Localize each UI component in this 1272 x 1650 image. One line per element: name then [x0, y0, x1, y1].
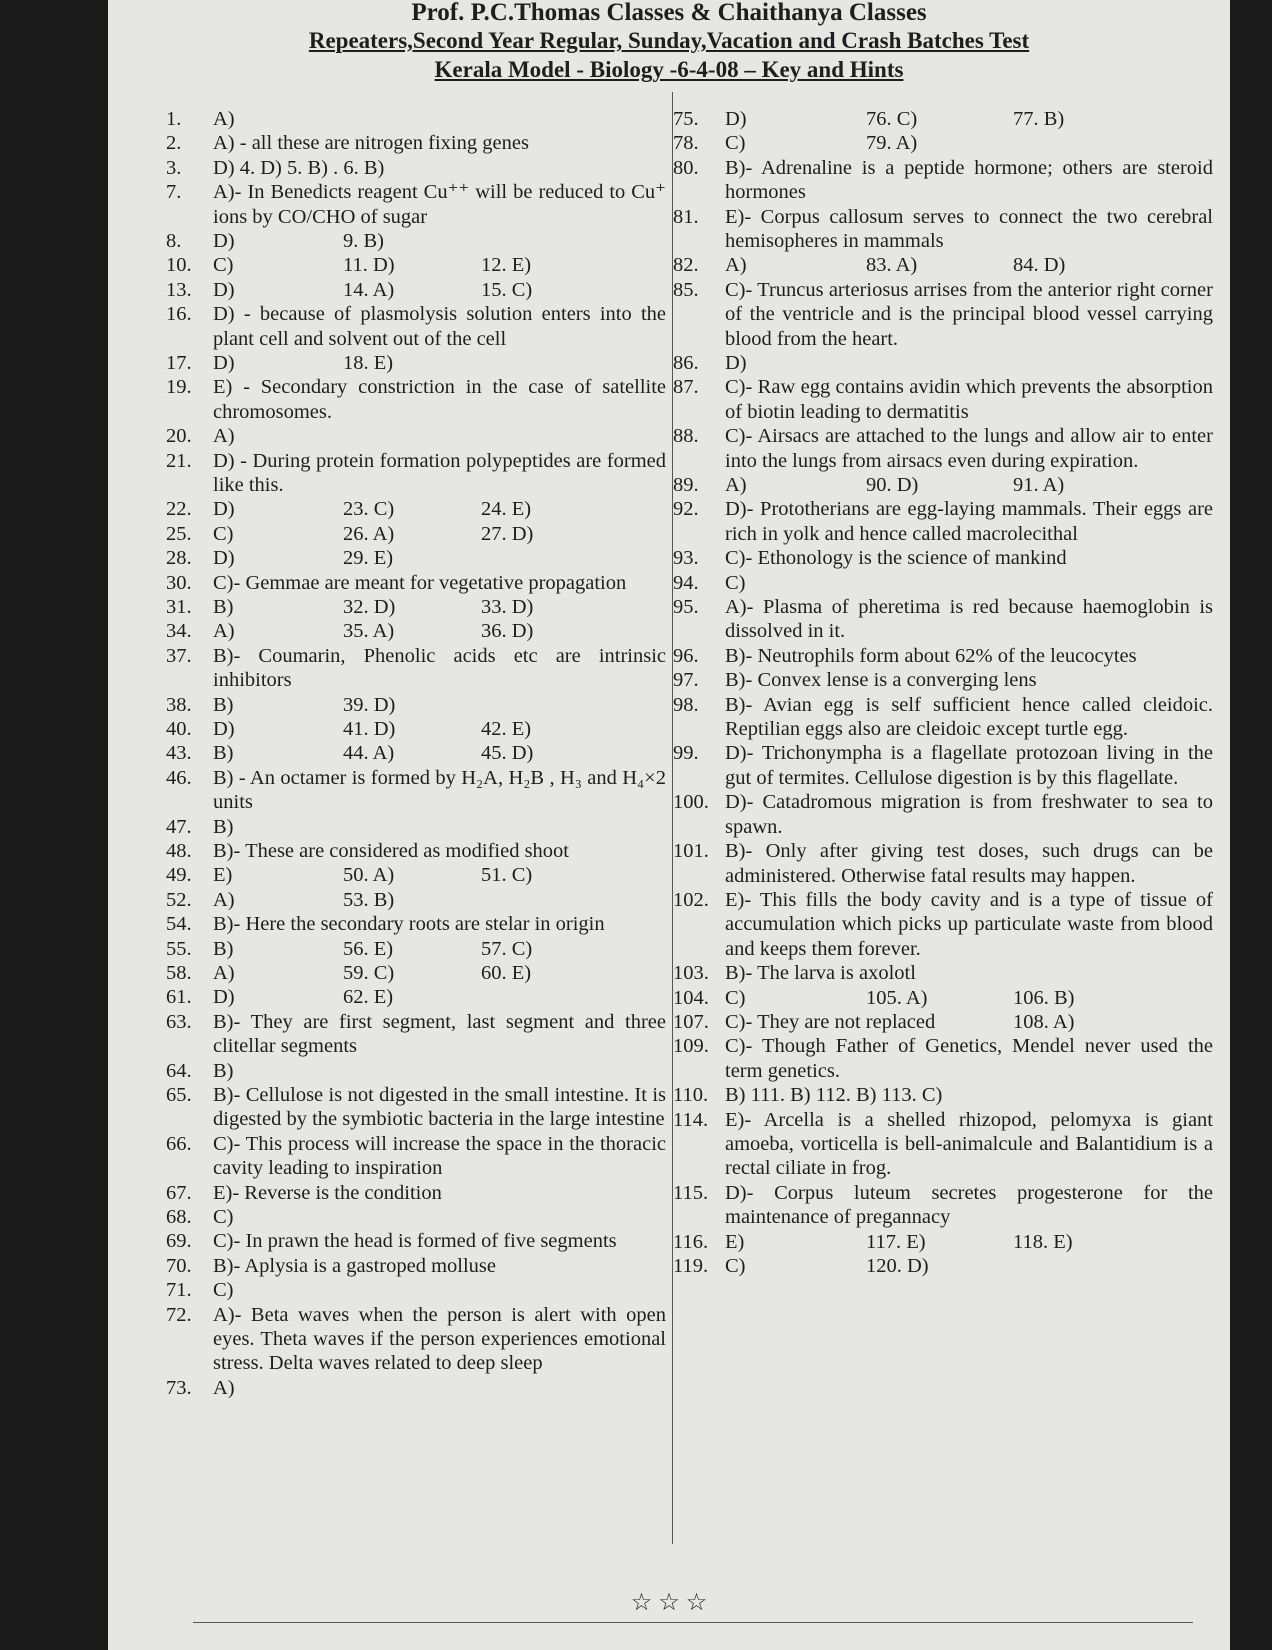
answer-row [166, 985, 666, 1009]
question-number: 94. [673, 571, 699, 594]
answer-row [673, 253, 1213, 277]
answer-choice: 120. D) [866, 1254, 929, 1277]
answer-hint: B)- Only after giving test doses, such drugs can be administered. Otherwise fatal results may happen. [725, 840, 1213, 887]
answer-hint: A)- In Benedicts reagent Cu⁺⁺ will be reduced to Cu⁺ ions by CO/CHO of sugar [213, 181, 666, 228]
answer-row [166, 1059, 666, 1083]
answer-choice: 33. D) [481, 595, 534, 618]
left-column [166, 107, 666, 1400]
answer-choice: 50. A) [343, 864, 395, 887]
answer-row [673, 1083, 1213, 1107]
question-number: 96. [673, 644, 699, 667]
answer-row [673, 156, 1213, 205]
answer-choice: A) [213, 425, 235, 448]
question-number: 107. [673, 1010, 709, 1033]
answer-row [166, 1229, 666, 1253]
answer-hint: C)- In prawn the head is formed of five segments [213, 1230, 617, 1253]
answer-choice: 77. B) [1013, 108, 1065, 130]
answer-choice: 60. E) [481, 961, 532, 984]
question-number: 114. [673, 1108, 709, 1131]
answer-hint: D)- Trichonympha is a flagellate protozoan living in the gut of termites. Cellulose digestion is by this flagellate. [725, 742, 1213, 789]
question-number: 99. [673, 742, 699, 765]
answer-choice: D) [213, 986, 235, 1009]
answer-row [673, 278, 1213, 351]
question-number: 7. [166, 181, 182, 204]
question-number: 103. [673, 962, 709, 985]
question-number: 81. [673, 205, 699, 228]
page-header [108, 0, 1230, 84]
answer-choice: 36. D) [481, 620, 534, 643]
question-number: 49. [166, 864, 192, 887]
answer-hint: A)- Plasma of pheretima is red because haemoglobin is dissolved in it. [725, 596, 1213, 643]
answer-row [673, 351, 1213, 375]
answer-row [673, 839, 1213, 888]
answer-row [166, 1303, 666, 1376]
answer-choice: 14. A) [343, 278, 395, 301]
answer-row [166, 693, 666, 717]
answer-choice: 15. C) [481, 278, 533, 301]
answer-choice: A) [213, 1376, 235, 1399]
question-number: 119. [673, 1254, 709, 1277]
question-number: 21. [166, 449, 192, 472]
end-stars: ☆ ☆ ☆ [630, 1590, 708, 1616]
answer-choice: A) [213, 961, 235, 984]
answer-row [166, 912, 666, 936]
question-number: 2. [166, 132, 182, 155]
answer-row [166, 449, 666, 498]
answer-row [673, 1230, 1213, 1254]
answer-choice: C) [725, 132, 746, 155]
question-number: 47. [166, 815, 192, 838]
answer-row [166, 961, 666, 985]
answer-choice: B) [213, 815, 234, 838]
answer-row [673, 961, 1213, 985]
question-number: 89. [673, 474, 699, 497]
answer-row [166, 741, 666, 765]
question-number: 65. [166, 1083, 192, 1106]
answer-row [673, 473, 1213, 497]
question-number: 95. [673, 596, 699, 619]
answer-row [166, 863, 666, 887]
answer-hint: A)- Beta waves when the person is alert with open eyes. Theta waves if the person experiences emotional stress. Delta waves related to deep sleep [213, 1303, 666, 1375]
question-number: 75. [673, 108, 699, 130]
answer-choice: 32. D) [343, 595, 396, 618]
question-number: 28. [166, 547, 192, 570]
answer-row [166, 839, 666, 863]
answer-row [166, 1132, 666, 1181]
answer-choice: 29. E) [343, 547, 394, 570]
answer-choice: 26. A) [343, 522, 395, 545]
page-title: Prof. P.C.Thomas Classes & Chaithanya Classes [411, 0, 927, 26]
answer-choice: 35. A) [343, 620, 395, 643]
answer-choice: 18. E) [343, 351, 394, 374]
question-number: 30. [166, 571, 192, 594]
answer-hint: D) - During protein formation polypeptides are formed like this. [213, 449, 666, 496]
answer-choice: 41. D) [343, 717, 396, 740]
answer-choice: A) [725, 474, 747, 497]
answer-hint: E) - Secondary constriction in the case of satellite chromosomes. [213, 376, 666, 423]
answer-row [166, 644, 666, 693]
answer-hint: B)- Cellulose is not digested in the small intestine. It is digested by the symbiotic bacteria in the large intestine [213, 1083, 666, 1131]
question-number: 66. [166, 1132, 192, 1155]
question-number: 58. [166, 961, 192, 984]
answer-row [673, 131, 1213, 155]
question-number: 98. [673, 693, 699, 716]
answer-choice: B) 111. B) 112. B) 113. C) [725, 1084, 943, 1107]
answer-row [673, 888, 1213, 961]
question-number: 38. [166, 693, 192, 716]
question-number: 109. [673, 1035, 709, 1058]
answer-row [673, 497, 1213, 546]
question-number: 100. [673, 791, 709, 814]
answer-hint: E)- Arcella is a shelled rhizopod, pelomyxa is giant amoeba, vorticella is bell-animalcule and Balantidium is a rectal ciliate in frog. [725, 1108, 1213, 1180]
answer-row [673, 668, 1213, 692]
answer-choice: 27. D) [481, 522, 534, 545]
answer-row [166, 1254, 666, 1278]
question-number: 10. [166, 254, 192, 277]
question-number: 80. [673, 156, 699, 179]
answer-row [166, 253, 666, 277]
answer-choice: C) [213, 1205, 234, 1228]
question-number: 73. [166, 1376, 192, 1399]
answer-hint: D) - because of plasmolysis solution enters into the plant cell and solvent out of the cell [213, 303, 666, 350]
question-number: 61. [166, 986, 192, 1009]
answer-choice: D) [213, 230, 235, 252]
answer-choice: D) [213, 498, 235, 521]
question-number: 67. [166, 1181, 192, 1204]
answer-hint: B) - An octamer is formed by H₂A, H₂B , H₃ and H₄×2 units [213, 766, 666, 814]
answer-hint: D)- Prototherians are egg-laying mammals. Their eggs are rich in yolk and hence called macrolecithal [725, 498, 1213, 545]
answer-choice: C)- They are not replaced [725, 1010, 936, 1033]
question-number: 52. [166, 888, 192, 911]
answer-hint: B)- Neutrophils form about 62% of the leucocytes [725, 644, 1137, 667]
answer-row [673, 1108, 1213, 1181]
answer-choice: 76. C) [866, 108, 918, 130]
answer-row [673, 571, 1213, 595]
answer-hint: B)- These are considered as modified shoot [213, 839, 569, 862]
question-number: 102. [673, 888, 709, 911]
question-number: 88. [673, 425, 699, 448]
answer-choice: 106. B) [1013, 986, 1075, 1009]
question-number: 43. [166, 742, 192, 765]
answer-row [673, 1254, 1213, 1278]
question-number: 64. [166, 1059, 192, 1082]
answer-hint: C)- Though Father of Genetics, Mendel never used the term genetics. [725, 1035, 1213, 1082]
answer-choice: 53. B) [343, 888, 395, 911]
answer-hint: C)- Gemmae are meant for vegetative propagation [213, 571, 627, 594]
answer-row [673, 1010, 1213, 1034]
question-number: 115. [673, 1181, 709, 1204]
answer-choice: 42. E) [481, 717, 532, 740]
answer-row [673, 107, 1213, 131]
question-number: 72. [166, 1303, 192, 1326]
answer-choice: B) [213, 1059, 234, 1082]
batch-subtitle: Repeaters,Second Year Regular, Sunday,Vacation and Crash Batches Test [308, 28, 1030, 53]
question-number: 16. [166, 303, 192, 326]
question-number: 71. [166, 1279, 192, 1302]
answer-choice: E) [213, 864, 233, 887]
bottom-rule [193, 1622, 1193, 1623]
answer-row [166, 278, 666, 302]
answer-choice: C) [725, 986, 746, 1009]
answer-row [166, 1010, 666, 1059]
answer-choice: D) [213, 351, 235, 374]
answer-row [166, 1083, 666, 1132]
answer-row [166, 546, 666, 570]
question-number: 97. [673, 669, 699, 692]
answer-row [673, 205, 1213, 254]
answer-choice: 56. E) [343, 937, 394, 960]
answer-row [673, 424, 1213, 473]
question-number: 87. [673, 376, 699, 399]
question-number: 48. [166, 839, 192, 862]
answer-choice: D) [213, 278, 235, 301]
answer-row [673, 693, 1213, 742]
question-number: 19. [166, 376, 192, 399]
answer-row [166, 619, 666, 643]
answer-choice: C) [725, 571, 746, 594]
answer-choice: 39. D) [343, 693, 396, 716]
answer-row [673, 741, 1213, 790]
question-number: 25. [166, 522, 192, 545]
answer-row [166, 424, 666, 448]
answer-row [166, 351, 666, 375]
answer-choice: B) [213, 937, 234, 960]
answer-row [166, 1278, 666, 1302]
question-number: 13. [166, 278, 192, 301]
question-number: 63. [166, 1010, 192, 1033]
answer-row [166, 815, 666, 839]
answer-choice: D) [213, 717, 235, 740]
answer-choice: 44. A) [343, 742, 395, 765]
answer-row [166, 302, 666, 351]
answer-row [166, 1205, 666, 1229]
answer-choice: D) [725, 352, 747, 375]
answer-hint: D)- Catadromous migration is from freshwater to sea to spawn. [725, 791, 1213, 838]
answer-row [166, 229, 666, 253]
question-number: 31. [166, 595, 192, 618]
answer-hint: B)- The larva is axolotl [725, 962, 916, 985]
question-number: 116. [673, 1230, 709, 1253]
question-number: 17. [166, 351, 192, 374]
answer-choice: D) 4. D) 5. B) . 6. B) [213, 156, 385, 179]
right-column [673, 107, 1213, 1278]
answer-hint: C)- Raw egg contains avidin which prevents the absorption of biotin leading to dermatitis [725, 376, 1213, 423]
question-number: 70. [166, 1254, 192, 1277]
answer-choice: 12. E) [481, 254, 532, 277]
answer-hint: E)- Reverse is the condition [213, 1181, 442, 1204]
answer-row [166, 375, 666, 424]
answer-choice: B) [213, 742, 234, 765]
answer-choice: 45. D) [481, 742, 534, 765]
question-number: 40. [166, 717, 192, 740]
answer-row [673, 1034, 1213, 1083]
answer-choice: E) [725, 1230, 745, 1253]
question-number: 69. [166, 1230, 192, 1253]
answer-choice: A) [213, 620, 235, 643]
answer-row [673, 595, 1213, 644]
question-number: 54. [166, 913, 192, 936]
question-number: 20. [166, 425, 192, 448]
question-number: 46. [166, 766, 192, 789]
answer-row [166, 1181, 666, 1205]
answer-choice: 84. D) [1013, 254, 1066, 277]
answer-row [166, 1376, 666, 1400]
question-number: 1. [166, 108, 182, 130]
answer-choice: 118. E) [1013, 1230, 1073, 1253]
answer-choice: A) [725, 254, 747, 277]
answer-choice: A) [213, 108, 235, 130]
answer-row [166, 522, 666, 546]
answer-choice: B) [213, 595, 234, 618]
answer-hint: C)- Airsacs are attached to the lungs and allow air to enter into the lungs from airsacs even during expiration. [725, 425, 1213, 472]
question-number: 8. [166, 230, 182, 252]
answer-row [166, 107, 666, 131]
answer-choice: 62. E) [343, 986, 394, 1009]
answer-choice: C) [725, 1254, 746, 1277]
question-number: 34. [166, 620, 192, 643]
answer-choice: C) [213, 254, 234, 277]
answer-row [166, 717, 666, 741]
answer-choice: D) [725, 108, 747, 130]
answer-row [166, 180, 666, 229]
answer-hint: B)- They are first segment, last segment and three clitellar segments [213, 1010, 666, 1058]
answer-choice: D) [213, 547, 235, 570]
answer-choice: 105. A) [866, 986, 928, 1009]
answer-row [673, 1181, 1213, 1230]
question-number: 68. [166, 1205, 192, 1228]
question-number: 55. [166, 937, 192, 960]
question-number: 110. [673, 1084, 709, 1107]
answer-row [673, 986, 1213, 1010]
question-number: 85. [673, 278, 699, 301]
answer-choice: 24. E) [481, 498, 532, 521]
question-number: 86. [673, 352, 699, 375]
answer-hint: B)- Convex lense is a converging lens [725, 669, 1037, 692]
answer-hint: E)- Corpus callosum serves to connect the two cerebral hemisopheres in mammals [725, 205, 1213, 252]
answer-key-page [108, 0, 1230, 1650]
answer-choice: 83. A) [866, 254, 918, 277]
answer-row [166, 766, 666, 815]
answer-row [166, 156, 666, 180]
question-number: 3. [166, 156, 182, 179]
answer-hint: C)- Truncus arteriosus arrises from the anterior right corner of the ventricle and is the principal blood vessel carrying blood from the heart. [725, 278, 1213, 350]
answer-choice: 91. A) [1013, 474, 1065, 497]
answer-choice: B) [213, 693, 234, 716]
question-number: 92. [673, 498, 699, 521]
answer-hint: A) - all these are nitrogen fixing genes [213, 132, 529, 155]
question-number: 101. [673, 840, 709, 863]
answer-choice: 90. D) [866, 474, 919, 497]
answer-row [673, 644, 1213, 668]
answer-choice: 117. E) [866, 1230, 926, 1253]
answer-hint: B)- Here the secondary roots are stelar in origin [213, 913, 605, 936]
answer-choice: 108. A) [1013, 1010, 1075, 1033]
answer-hint: B)- Avian egg is self sufficient hence called cleidoic. Reptilian eggs also are cleidoic except turtle egg. [725, 693, 1213, 741]
answer-choice: 9. B) [343, 230, 384, 252]
answer-hint: E)- This fills the body cavity and is a type of tissue of accumulation which picks up particulate waste from blood and keeps them forever. [725, 888, 1213, 960]
answer-choice: C) [213, 522, 234, 545]
answer-hint: D)- Corpus luteum secretes progesterone for the maintenance of pregannacy [725, 1181, 1213, 1229]
answer-choice: 79. A) [866, 132, 918, 155]
question-number: 37. [166, 644, 192, 667]
question-number: 104. [673, 986, 709, 1009]
answer-row [166, 595, 666, 619]
answer-row [166, 888, 666, 912]
answer-row [166, 497, 666, 521]
answer-row [673, 546, 1213, 570]
answer-choice: 57. C) [481, 937, 533, 960]
question-number: 82. [673, 254, 699, 277]
question-number: 93. [673, 547, 699, 570]
question-number: 22. [166, 498, 192, 521]
answer-hint: B)- Coumarin, Phenolic acids etc are intrinsic inhibitors [213, 644, 666, 692]
answer-row [673, 375, 1213, 424]
answer-hint: C)- Ethonology is the science of mankind [725, 547, 1067, 570]
answer-row [166, 937, 666, 961]
answer-choice: 23. C) [343, 498, 395, 521]
answer-choice: C) [213, 1279, 234, 1302]
answer-choice: 11. D) [343, 254, 395, 277]
answer-hint: B)- Adrenaline is a peptide hormone; others are steroid hormones [725, 156, 1213, 204]
answer-choice: 59. C) [343, 961, 395, 984]
answer-hint: B)- Aplysia is a gastroped molluse [213, 1254, 496, 1277]
question-number: 78. [673, 132, 699, 155]
answer-row [166, 131, 666, 155]
test-title: Kerala Model - Biology -6-4-08 – Key and Hints [434, 57, 904, 82]
answer-hint: C)- This process will increase the space in the thoracic cavity leading to inspiration [213, 1132, 666, 1180]
answer-choice: A) [213, 888, 235, 911]
answer-row [673, 790, 1213, 839]
answer-choice: 51. C) [481, 864, 533, 887]
answer-row [166, 571, 666, 595]
